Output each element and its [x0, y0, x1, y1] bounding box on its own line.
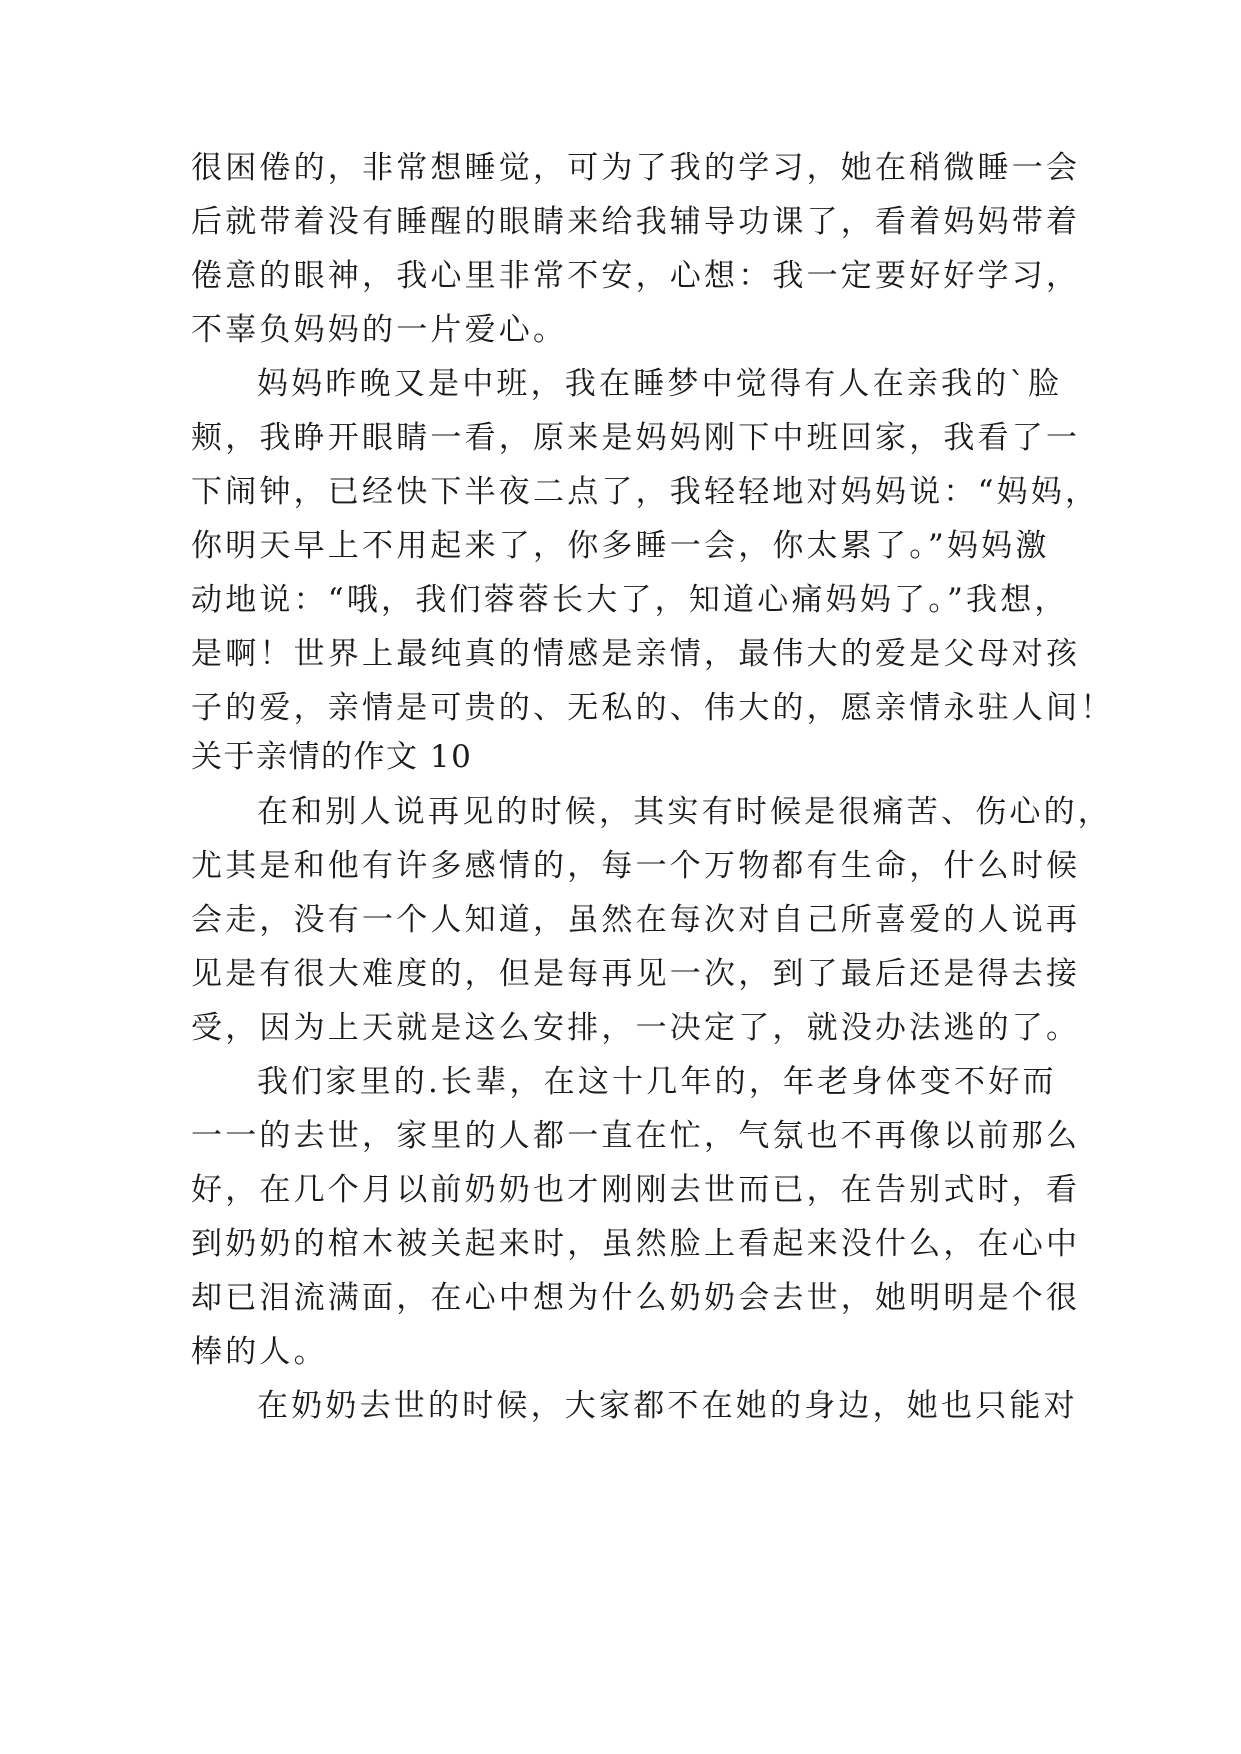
text-line: 受，因为上天就是这么安排，一决定了，就没办法逃的了。 — [191, 1010, 1081, 1046]
text-line: 一一的去世，家里的人都一直在忙，气氛也不再像以前那么 — [191, 1118, 1081, 1154]
text-line: 尤其是和他有许多感情的，每一个万物都有生命，什么时候 — [191, 848, 1081, 884]
text-line: 会走，没有一个人知道，虽然在每次对自己所喜爱的人说再 — [191, 902, 1081, 938]
text-line: 好，在几个月以前奶奶也才刚刚去世而已，在告别式时，看 — [191, 1172, 1081, 1208]
text-line: 你明天早上不用起来了，你多睡一会，你太累了。”妈妈激 — [191, 528, 1050, 564]
text-line: 却已泪流满面，在心中想为什么奶奶会去世，她明明是个很 — [191, 1280, 1081, 1316]
text-line: 倦意的眼神，我心里非常不安，心想：我一定要好好学习， — [191, 258, 1081, 294]
text-line: 在和别人说再见的时候，其实有时候是很痛苦、伤心的， — [257, 794, 1112, 830]
text-line: 颊，我睁开眼睛一看，原来是妈妈刚下中班回家，我看了一 — [191, 420, 1081, 456]
text-line: 妈妈昨晚又是中班，我在睡梦中觉得有人在亲我的`脸 — [257, 366, 1063, 402]
section-heading: 关于亲情的作文 10 — [191, 739, 473, 775]
text-line: 很困倦的，非常想睡觉，可为了我的学习，她在稍微睡一会 — [191, 150, 1081, 186]
text-line: 后就带着没有睡醒的眼睛来给我辅导功课了，看着妈妈带着 — [191, 204, 1081, 240]
text-line: 在奶奶去世的时候，大家都不在她的身边，她也只能对 — [257, 1388, 1078, 1424]
text-line: 是啊！世界上最纯真的情感是亲情，最伟大的爱是父母对孩 — [191, 636, 1081, 672]
text-line: 棒的人。 — [191, 1334, 328, 1370]
text-line: 我们家里的.长辈，在这十几年的，年老身体变不好而 — [257, 1064, 1057, 1100]
text-line: 下闹钟，已经快下半夜二点了，我轻轻地对妈妈说：“妈妈， — [191, 474, 1100, 510]
text-line: 动地说：“哦，我们蓉蓉长大了，知道心痛妈妈了。”我想， — [191, 582, 1069, 618]
text-line: 到奶奶的棺木被关起来时，虽然脸上看起来没什么，在心中 — [191, 1226, 1081, 1262]
text-line: 见是有很大难度的，但是每再见一次，到了最后还是得去接 — [191, 956, 1081, 992]
text-line: 不辜负妈妈的一片爱心。 — [191, 312, 568, 348]
text-line: 子的爱，亲情是可贵的、无私的、伟大的，愿亲情永驻人间！ — [191, 690, 1115, 726]
